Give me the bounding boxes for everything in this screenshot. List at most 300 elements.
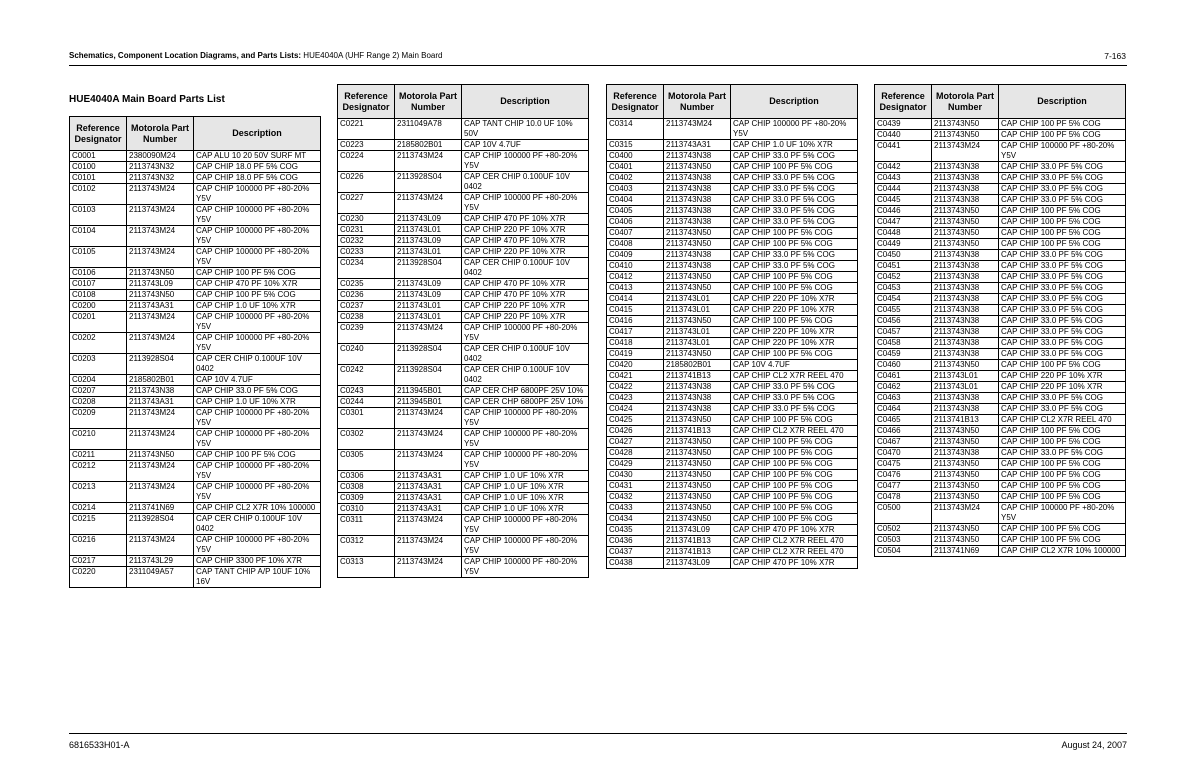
description-cell: CAP CHIP 220 PF 10% X7R bbox=[462, 225, 589, 236]
part-number-cell: 2113743N50 bbox=[664, 162, 731, 173]
reference-designator-cell: C0428 bbox=[607, 448, 664, 459]
part-number-cell: 2113743N50 bbox=[664, 437, 731, 448]
reference-designator-cell: C0305 bbox=[338, 450, 395, 471]
reference-designator-cell: C0504 bbox=[875, 546, 932, 557]
table-row bbox=[875, 426, 1126, 437]
table-row bbox=[70, 247, 321, 268]
reference-designator-cell: C0420 bbox=[607, 360, 664, 371]
table-row bbox=[607, 426, 858, 437]
table-row bbox=[70, 301, 321, 312]
description-cell: CAP CHIP 470 PF 10% X7R bbox=[462, 290, 589, 301]
part-number-cell: 2113743M24 bbox=[127, 429, 194, 450]
description-cell: CAP CHIP 33.0 PF 5% COG bbox=[999, 316, 1126, 327]
description-cell: CAP CHIP 220 PF 10% X7R bbox=[999, 382, 1126, 393]
description-cell: CAP CHIP 1.0 UF 10% X7R bbox=[462, 482, 589, 493]
reference-designator-cell: C0424 bbox=[607, 404, 664, 415]
reference-designator-cell: C0460 bbox=[875, 360, 932, 371]
table-row bbox=[875, 195, 1126, 206]
reference-designator-cell: C0407 bbox=[607, 228, 664, 239]
part-number-cell: 2113743N50 bbox=[664, 316, 731, 327]
reference-designator-cell: C0409 bbox=[607, 250, 664, 261]
reference-designator-cell: C0475 bbox=[875, 459, 932, 470]
description-cell: CAP CHIP 33.0 PF 5% COG bbox=[999, 338, 1126, 349]
reference-designator-cell: C0502 bbox=[875, 524, 932, 535]
table-row bbox=[607, 151, 858, 162]
description-cell: CAP ALU 10 20 50V SURF MT bbox=[194, 151, 321, 162]
table-row bbox=[338, 557, 589, 578]
description-cell: CAP CHIP 100 PF 5% COG bbox=[731, 481, 858, 492]
column-header-description: Description bbox=[194, 117, 321, 151]
description-cell: CAP CHIP 33.0 PF 5% COG bbox=[999, 294, 1126, 305]
part-number-cell: 2113743N50 bbox=[932, 437, 999, 448]
part-number-cell: 2113743N38 bbox=[932, 393, 999, 404]
description-cell: CAP CHIP 1.0 UF 10% X7R bbox=[731, 140, 858, 151]
description-cell: CAP CHIP 100 PF 5% COG bbox=[194, 268, 321, 279]
part-number-cell: 2185802B01 bbox=[664, 360, 731, 371]
description-cell: CAP CHIP 100000 PF +80-20% Y5V bbox=[462, 557, 589, 578]
part-number-cell: 2113743N50 bbox=[664, 481, 731, 492]
table-row bbox=[875, 119, 1126, 130]
table-row bbox=[607, 360, 858, 371]
table-row bbox=[607, 459, 858, 470]
part-number-cell: 2113743A31 bbox=[127, 397, 194, 408]
part-number-cell: 2113743N50 bbox=[932, 206, 999, 217]
table-row bbox=[607, 371, 858, 382]
description-cell: CAP CHIP 33.0 PF 5% COG bbox=[999, 250, 1126, 261]
table-row bbox=[70, 429, 321, 450]
reference-designator-cell: C0443 bbox=[875, 173, 932, 184]
table-row bbox=[607, 217, 858, 228]
reference-designator-cell: C0211 bbox=[70, 450, 127, 461]
table-row bbox=[875, 305, 1126, 316]
reference-designator-cell: C0202 bbox=[70, 333, 127, 354]
table-row bbox=[607, 206, 858, 217]
reference-designator-cell: C0436 bbox=[607, 536, 664, 547]
reference-designator-cell: C0447 bbox=[875, 217, 932, 228]
reference-designator-cell: C0315 bbox=[607, 140, 664, 151]
reference-designator-cell: C0104 bbox=[70, 226, 127, 247]
part-number-cell: 2113743L01 bbox=[395, 225, 462, 236]
table-row bbox=[607, 536, 858, 547]
description-cell: CAP CHIP 100 PF 5% COG bbox=[999, 492, 1126, 503]
reference-designator-cell: C0503 bbox=[875, 535, 932, 546]
part-number-cell: 2113743L01 bbox=[395, 301, 462, 312]
table-row bbox=[875, 448, 1126, 459]
reference-designator-cell: C0465 bbox=[875, 415, 932, 426]
reference-designator-cell: C0231 bbox=[338, 225, 395, 236]
part-number-cell: 2113743M24 bbox=[127, 461, 194, 482]
table-row bbox=[875, 535, 1126, 546]
part-number-cell: 2113743M24 bbox=[127, 184, 194, 205]
column-header-part-number: Motorola Part Number bbox=[395, 85, 462, 119]
part-number-cell: 2113743N50 bbox=[664, 470, 731, 481]
description-cell: CAP CER CHIP 0.100UF 10V 0402 bbox=[194, 514, 321, 535]
reference-designator-cell: C0100 bbox=[70, 162, 127, 173]
table-row bbox=[607, 119, 858, 140]
table-row bbox=[338, 482, 589, 493]
reference-designator-cell: C0106 bbox=[70, 268, 127, 279]
reference-designator-cell: C0001 bbox=[70, 151, 127, 162]
description-cell: CAP CHIP 100 PF 5% COG bbox=[731, 162, 858, 173]
description-cell: CAP CHIP 100000 PF +80-20% Y5V bbox=[462, 450, 589, 471]
reference-designator-cell: C0108 bbox=[70, 290, 127, 301]
description-cell: CAP CHIP 100 PF 5% COG bbox=[731, 503, 858, 514]
description-cell: CAP CHIP 100 PF 5% COG bbox=[731, 228, 858, 239]
table-row bbox=[607, 393, 858, 404]
reference-designator-cell: C0302 bbox=[338, 429, 395, 450]
description-cell: CAP CHIP 220 PF 10% X7R bbox=[731, 294, 858, 305]
reference-designator-cell: C0453 bbox=[875, 283, 932, 294]
part-number-cell: 2185802B01 bbox=[395, 140, 462, 151]
description-cell: CAP CHIP 100 PF 5% COG bbox=[731, 459, 858, 470]
part-number-cell: 2113743N50 bbox=[932, 524, 999, 535]
part-number-cell: 2113743N38 bbox=[664, 151, 731, 162]
description-cell: CAP CHIP 100000 PF +80-20% Y5V bbox=[194, 408, 321, 429]
description-cell: CAP CHIP 100000 PF +80-20% Y5V bbox=[462, 408, 589, 429]
table-row bbox=[70, 279, 321, 290]
reference-designator-cell: C0105 bbox=[70, 247, 127, 268]
table-row bbox=[70, 290, 321, 301]
table-row bbox=[607, 294, 858, 305]
description-cell: CAP CHIP 33.0 PF 5% COG bbox=[999, 173, 1126, 184]
reference-designator-cell: C0240 bbox=[338, 344, 395, 365]
description-cell: CAP CHIP 3300 PF 10% X7R bbox=[194, 556, 321, 567]
table-row bbox=[70, 226, 321, 247]
reference-designator-cell: C0430 bbox=[607, 470, 664, 481]
reference-designator-cell: C0217 bbox=[70, 556, 127, 567]
page-number: 7-163 bbox=[1104, 51, 1126, 61]
table-row bbox=[338, 225, 589, 236]
reference-designator-cell: C0230 bbox=[338, 214, 395, 225]
table-row bbox=[338, 312, 589, 323]
table-row bbox=[875, 393, 1126, 404]
description-cell: CAP 10V 4.7UF bbox=[194, 375, 321, 386]
description-cell: CAP CHIP 100000 PF +80-20% Y5V bbox=[462, 323, 589, 344]
part-number-cell: 2113743A31 bbox=[664, 140, 731, 151]
part-number-cell: 2113945B01 bbox=[395, 386, 462, 397]
table-row bbox=[607, 305, 858, 316]
reference-designator-cell: C0470 bbox=[875, 448, 932, 459]
reference-designator-cell: C0221 bbox=[338, 119, 395, 140]
reference-designator-cell: C0416 bbox=[607, 316, 664, 327]
table-row bbox=[875, 184, 1126, 195]
reference-designator-cell: C0441 bbox=[875, 141, 932, 162]
reference-designator-cell: C0414 bbox=[607, 294, 664, 305]
reference-designator-cell: C0103 bbox=[70, 205, 127, 226]
part-number-cell: 2113743N50 bbox=[932, 228, 999, 239]
reference-designator-cell: C0213 bbox=[70, 482, 127, 503]
reference-designator-cell: C0410 bbox=[607, 261, 664, 272]
description-cell: CAP CHIP 470 PF 10% X7R bbox=[731, 558, 858, 569]
description-cell: CAP TANT CHIP A/P 10UF 10% 16V bbox=[194, 567, 321, 588]
part-number-cell: 2113743N50 bbox=[932, 426, 999, 437]
part-number-cell: 2113928S04 bbox=[127, 514, 194, 535]
table-row bbox=[607, 261, 858, 272]
description-cell: CAP CHIP 1.0 UF 10% X7R bbox=[194, 301, 321, 312]
reference-designator-cell: C0452 bbox=[875, 272, 932, 283]
table-row bbox=[607, 547, 858, 558]
description-cell: CAP CHIP 33.0 PF 5% COG bbox=[731, 173, 858, 184]
parts-table-1 bbox=[69, 116, 321, 588]
part-number-cell: 2113743M24 bbox=[127, 247, 194, 268]
parts-table-2 bbox=[337, 84, 589, 578]
reference-designator-cell: C0462 bbox=[875, 382, 932, 393]
part-number-cell: 2113743N50 bbox=[932, 492, 999, 503]
column-header-part-number: Motorola Part Number bbox=[664, 85, 731, 119]
description-cell: CAP CHIP 100000 PF +80-20% Y5V bbox=[731, 119, 858, 140]
part-number-cell: 2113928S04 bbox=[395, 258, 462, 279]
part-number-cell: 2113928S04 bbox=[395, 344, 462, 365]
description-cell: CAP CHIP 33.0 PF 5% COG bbox=[999, 448, 1126, 459]
table-row bbox=[338, 172, 589, 193]
part-number-cell: 2113743L01 bbox=[932, 382, 999, 393]
reference-designator-cell: C0408 bbox=[607, 239, 664, 250]
part-number-cell: 2113743M24 bbox=[395, 557, 462, 578]
column-header-reference: Reference Designator bbox=[875, 85, 932, 119]
reference-designator-cell: C0451 bbox=[875, 261, 932, 272]
description-cell: CAP CHIP 470 PF 10% X7R bbox=[462, 279, 589, 290]
description-cell: CAP CHIP 100000 PF +80-20% Y5V bbox=[194, 205, 321, 226]
table-row bbox=[338, 247, 589, 258]
reference-designator-cell: C0239 bbox=[338, 323, 395, 344]
part-number-cell: 2113743L09 bbox=[395, 279, 462, 290]
part-number-cell: 2113741N69 bbox=[127, 503, 194, 514]
description-cell: CAP CHIP 33.0 PF 5% COG bbox=[731, 206, 858, 217]
reference-designator-cell: C0464 bbox=[875, 404, 932, 415]
part-number-cell: 2113743A31 bbox=[395, 504, 462, 515]
reference-designator-cell: C0203 bbox=[70, 354, 127, 375]
description-cell: CAP CHIP 100 PF 5% COG bbox=[999, 228, 1126, 239]
description-cell: CAP CHIP 33.0 PF 5% COG bbox=[731, 393, 858, 404]
description-cell: CAP CHIP 100000 PF +80-20% Y5V bbox=[194, 535, 321, 556]
part-number-cell: 2113743A31 bbox=[127, 301, 194, 312]
reference-designator-cell: C0102 bbox=[70, 184, 127, 205]
description-cell: CAP CHIP 100000 PF +80-20% Y5V bbox=[462, 536, 589, 557]
description-cell: CAP CHIP CL2 X7R REEL 470 bbox=[731, 371, 858, 382]
part-number-cell: 2113743N50 bbox=[664, 459, 731, 470]
table-row bbox=[70, 556, 321, 567]
table-row bbox=[875, 437, 1126, 448]
parts-table-3 bbox=[606, 84, 858, 569]
part-number-cell: 2113743N38 bbox=[932, 261, 999, 272]
table-row bbox=[875, 404, 1126, 415]
part-number-cell: 2113743M24 bbox=[395, 323, 462, 344]
reference-designator-cell: C0500 bbox=[875, 503, 932, 524]
description-cell: CAP CHIP 100 PF 5% COG bbox=[731, 492, 858, 503]
table-row bbox=[607, 558, 858, 569]
part-number-cell: 2185802B01 bbox=[127, 375, 194, 386]
reference-designator-cell: C0429 bbox=[607, 459, 664, 470]
part-number-cell: 2113743M24 bbox=[395, 151, 462, 172]
part-number-cell: 2113743N38 bbox=[664, 404, 731, 415]
reference-designator-cell: C0466 bbox=[875, 426, 932, 437]
part-number-cell: 2113743L09 bbox=[127, 279, 194, 290]
footer-date: August 24, 2007 bbox=[1061, 740, 1127, 750]
column-header-reference: Reference Designator bbox=[338, 85, 395, 119]
description-cell: CAP CHIP 220 PF 10% X7R bbox=[462, 312, 589, 323]
table-row bbox=[607, 415, 858, 426]
column-header-part-number: Motorola Part Number bbox=[932, 85, 999, 119]
part-number-cell: 2113743N38 bbox=[127, 386, 194, 397]
description-cell: CAP CHIP 100 PF 5% COG bbox=[999, 437, 1126, 448]
part-number-cell: 2113743L01 bbox=[932, 371, 999, 382]
part-number-cell: 2113743N50 bbox=[664, 272, 731, 283]
table-row bbox=[607, 514, 858, 525]
part-number-cell: 2113743N38 bbox=[664, 393, 731, 404]
part-number-cell: 2113743N38 bbox=[664, 217, 731, 228]
reference-designator-cell: C0459 bbox=[875, 349, 932, 360]
table-row bbox=[875, 162, 1126, 173]
description-cell: CAP CHIP CL2 X7R REEL 470 bbox=[999, 415, 1126, 426]
header-row bbox=[607, 85, 858, 119]
description-cell: CAP CHIP 100 PF 5% COG bbox=[999, 470, 1126, 481]
description-cell: CAP CHIP 100000 PF +80-20% Y5V bbox=[194, 333, 321, 354]
part-number-cell: 2113743N50 bbox=[664, 283, 731, 294]
part-number-cell: 2113743N50 bbox=[932, 119, 999, 130]
part-number-cell: 2113743M24 bbox=[395, 515, 462, 536]
description-cell: CAP CER CHIP 0.100UF 10V 0402 bbox=[462, 172, 589, 193]
description-cell: CAP CHIP 33.0 PF 5% COG bbox=[731, 250, 858, 261]
reference-designator-cell: C0467 bbox=[875, 437, 932, 448]
part-number-cell: 2113743N50 bbox=[664, 492, 731, 503]
part-number-cell: 2113743L09 bbox=[395, 236, 462, 247]
reference-designator-cell: C0437 bbox=[607, 547, 664, 558]
part-number-cell: 2113743L09 bbox=[395, 290, 462, 301]
table-row bbox=[607, 349, 858, 360]
part-number-cell: 2113743N50 bbox=[127, 290, 194, 301]
reference-designator-cell: C0101 bbox=[70, 173, 127, 184]
part-number-cell: 2113743M24 bbox=[664, 119, 731, 140]
reference-designator-cell: C0435 bbox=[607, 525, 664, 536]
reference-designator-cell: C0434 bbox=[607, 514, 664, 525]
reference-designator-cell: C0201 bbox=[70, 312, 127, 333]
part-number-cell: 2113743L01 bbox=[664, 338, 731, 349]
part-number-cell: 2113743N38 bbox=[932, 349, 999, 360]
part-number-cell: 2113928S04 bbox=[127, 354, 194, 375]
part-number-cell: 2113743N50 bbox=[932, 459, 999, 470]
column-header-description: Description bbox=[999, 85, 1126, 119]
part-number-cell: 2113743M24 bbox=[127, 226, 194, 247]
column-header-part-number: Motorola Part Number bbox=[127, 117, 194, 151]
reference-designator-cell: C0404 bbox=[607, 195, 664, 206]
part-number-cell: 2113743L01 bbox=[664, 305, 731, 316]
part-number-cell: 2113743M24 bbox=[395, 450, 462, 471]
table-row bbox=[70, 567, 321, 588]
part-number-cell: 2113743L09 bbox=[664, 558, 731, 569]
table-row bbox=[875, 141, 1126, 162]
table-row bbox=[338, 386, 589, 397]
reference-designator-cell: C0440 bbox=[875, 130, 932, 141]
description-cell: CAP CHIP 100 PF 5% COG bbox=[731, 415, 858, 426]
table-row bbox=[338, 536, 589, 557]
reference-designator-cell: C0244 bbox=[338, 397, 395, 408]
description-cell: CAP CHIP 33.0 PF 5% COG bbox=[731, 195, 858, 206]
part-number-cell: 2113743M24 bbox=[127, 408, 194, 429]
table-row bbox=[338, 450, 589, 471]
table-row bbox=[338, 504, 589, 515]
reference-designator-cell: C0405 bbox=[607, 206, 664, 217]
description-cell: CAP CHIP 100000 PF +80-20% Y5V bbox=[194, 482, 321, 503]
table-row bbox=[875, 261, 1126, 272]
table-row bbox=[70, 375, 321, 386]
reference-designator-cell: C0200 bbox=[70, 301, 127, 312]
part-number-cell: 2113743N38 bbox=[932, 195, 999, 206]
table-row bbox=[70, 461, 321, 482]
table-row bbox=[875, 206, 1126, 217]
description-cell: CAP CHIP 33.0 PF 5% COG bbox=[194, 386, 321, 397]
reference-designator-cell: C0421 bbox=[607, 371, 664, 382]
description-cell: CAP CHIP CL2 X7R REEL 470 bbox=[731, 547, 858, 558]
part-number-cell: 2113743N32 bbox=[127, 162, 194, 173]
footer-rule bbox=[69, 733, 1127, 734]
part-number-cell: 2113743N50 bbox=[664, 514, 731, 525]
description-cell: CAP CHIP 33.0 PF 5% COG bbox=[999, 283, 1126, 294]
table-row bbox=[607, 250, 858, 261]
reference-designator-cell: C0402 bbox=[607, 173, 664, 184]
part-number-cell: 2113743N50 bbox=[127, 450, 194, 461]
table-row bbox=[875, 130, 1126, 141]
table-row bbox=[338, 236, 589, 247]
description-cell: CAP CHIP 33.0 PF 5% COG bbox=[999, 393, 1126, 404]
table-row bbox=[607, 140, 858, 151]
reference-designator-cell: C0312 bbox=[338, 536, 395, 557]
description-cell: CAP CHIP 100 PF 5% COG bbox=[999, 119, 1126, 130]
reference-designator-cell: C0209 bbox=[70, 408, 127, 429]
reference-designator-cell: C0232 bbox=[338, 236, 395, 247]
part-number-cell: 2113928S04 bbox=[395, 365, 462, 386]
description-cell: CAP CHIP 100 PF 5% COG bbox=[999, 459, 1126, 470]
table-row bbox=[607, 404, 858, 415]
part-number-cell: 2113743N38 bbox=[664, 173, 731, 184]
description-cell: CAP CHIP 33.0 PF 5% COG bbox=[731, 151, 858, 162]
description-cell: CAP CHIP 100000 PF +80-20% Y5V bbox=[194, 226, 321, 247]
reference-designator-cell: C0432 bbox=[607, 492, 664, 503]
table-row bbox=[875, 327, 1126, 338]
description-cell: CAP CHIP 100 PF 5% COG bbox=[194, 290, 321, 301]
table-row bbox=[875, 470, 1126, 481]
description-cell: CAP CHIP 100 PF 5% COG bbox=[731, 437, 858, 448]
header-rule bbox=[69, 65, 1127, 66]
reference-designator-cell: C0418 bbox=[607, 338, 664, 349]
part-number-cell: 2311049A78 bbox=[395, 119, 462, 140]
part-number-cell: 2113743N38 bbox=[664, 382, 731, 393]
part-number-cell: 2113743N50 bbox=[932, 360, 999, 371]
reference-designator-cell: C0449 bbox=[875, 239, 932, 250]
part-number-cell: 2113743L01 bbox=[664, 327, 731, 338]
reference-designator-cell: C0419 bbox=[607, 349, 664, 360]
reference-designator-cell: C0415 bbox=[607, 305, 664, 316]
description-cell: CAP CER CHP 6800PF 25V 10% bbox=[462, 386, 589, 397]
description-cell: CAP CHIP 33.0 PF 5% COG bbox=[999, 162, 1126, 173]
part-number-cell: 2113743N38 bbox=[932, 338, 999, 349]
description-cell: CAP CHIP 33.0 PF 5% COG bbox=[731, 261, 858, 272]
part-number-cell: 2113743M24 bbox=[127, 205, 194, 226]
table-row bbox=[875, 503, 1126, 524]
reference-designator-cell: C0445 bbox=[875, 195, 932, 206]
description-cell: CAP 10V 4.7UF bbox=[731, 360, 858, 371]
description-cell: CAP CHIP 100 PF 5% COG bbox=[731, 514, 858, 525]
table-row bbox=[70, 386, 321, 397]
table-row bbox=[338, 397, 589, 408]
part-number-cell: 2113743M24 bbox=[395, 193, 462, 214]
part-number-cell: 2113743N38 bbox=[664, 250, 731, 261]
part-number-cell: 2113743N38 bbox=[932, 294, 999, 305]
reference-designator-cell: C0313 bbox=[338, 557, 395, 578]
part-number-cell: 2113743N38 bbox=[932, 316, 999, 327]
reference-designator-cell: C0210 bbox=[70, 429, 127, 450]
part-number-cell: 2113743N38 bbox=[932, 162, 999, 173]
part-number-cell: 2113743M24 bbox=[932, 141, 999, 162]
